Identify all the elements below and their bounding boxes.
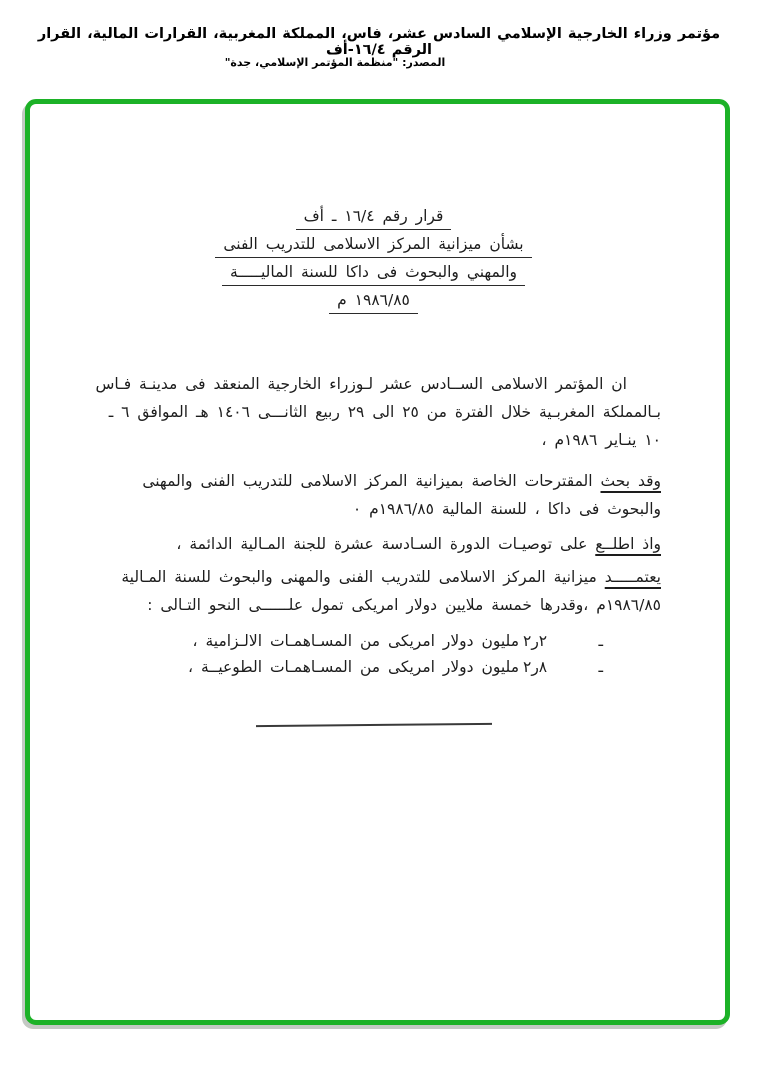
list-item bbox=[86, 654, 603, 680]
signature-rule bbox=[255, 723, 491, 727]
list-item bbox=[86, 628, 603, 654]
document-content bbox=[30, 104, 725, 1020]
paragraph-lead: يعتمـــــد bbox=[604, 568, 661, 586]
resolution-title bbox=[86, 202, 661, 314]
paragraph-text: ان المؤتمر الاسلامى الســادس عشر لـوزراء الخارجية المنعقد فى مدينـة فـاس بـالمملكة المغربـية خلال الفترة من ٢٥ الى ٢٩ ربيع الثانـــى ١٤٠٦ هـ الموافق ٦ ـ ١٠ ينـاير ١٩٨٦م ، bbox=[95, 375, 661, 449]
item-dash: ـ bbox=[598, 658, 603, 676]
paragraph-examined bbox=[86, 467, 661, 523]
item-dash: ـ bbox=[598, 632, 603, 650]
title-line-3: والمهني والبحوث فى داكا للسنة الماليـــــة bbox=[86, 258, 661, 286]
paragraph-lead: وقد بحث bbox=[600, 472, 661, 490]
title-line-2: بشأن ميزانية المركز الاسلامى للتدريب الفنى bbox=[86, 230, 661, 258]
title-line-4: ١٩٨٦/٨٥ م bbox=[86, 286, 661, 314]
paragraph-approves bbox=[86, 563, 661, 619]
paragraph-preamble bbox=[86, 370, 661, 454]
paragraph-text: المقترحات الخاصة بميزانية المركز الاسلامى للتدريب الفنى والمهنى والبحوث فى داكا ، للسنة المالية ١٩٨٦/٨٥م ٠ bbox=[142, 472, 661, 518]
header-title: مؤتمر وزراء الخارجية الإسلامي السادس عشر، فاس، المملكة المغربية، القرارات المالية، القرار الرقم ١٦/٤-أف bbox=[37, 26, 721, 58]
paragraph-text: ميزانية المركز الاسلامى للتدريب الفنى والمهنى والبحوث للسنة المـالية ١٩٨٦/٨٥م ،وقدرها خمسة ملايين دولار امريكى تمول علــــــى النحو التـالى : bbox=[121, 568, 661, 614]
title-line-1: قرار رقم ١٦/٤ ـ أف bbox=[86, 202, 661, 230]
paragraph-text: على توصيـات الدورة السـادسة عشرة للجنة المـالية الدائمة ، bbox=[176, 535, 596, 553]
item-amount: ٢ر٢ bbox=[523, 632, 548, 650]
paragraph-noted bbox=[86, 530, 661, 558]
item-amount: ٢ر٨ bbox=[523, 658, 548, 676]
item-text: مليون دولار امريكى من المسـاهمـات الالـزامية ، bbox=[192, 632, 519, 650]
document-frame bbox=[25, 99, 730, 1025]
contribution-list bbox=[86, 628, 661, 680]
paragraph-lead: واذ اطلــع bbox=[595, 535, 661, 553]
item-text: مليون دولار امريكى من المسـاهمـات الطوعيــة ، bbox=[188, 658, 519, 676]
header-source: المصدر: "منظمة المؤتمر الإسلامي، جدة" bbox=[224, 56, 446, 69]
